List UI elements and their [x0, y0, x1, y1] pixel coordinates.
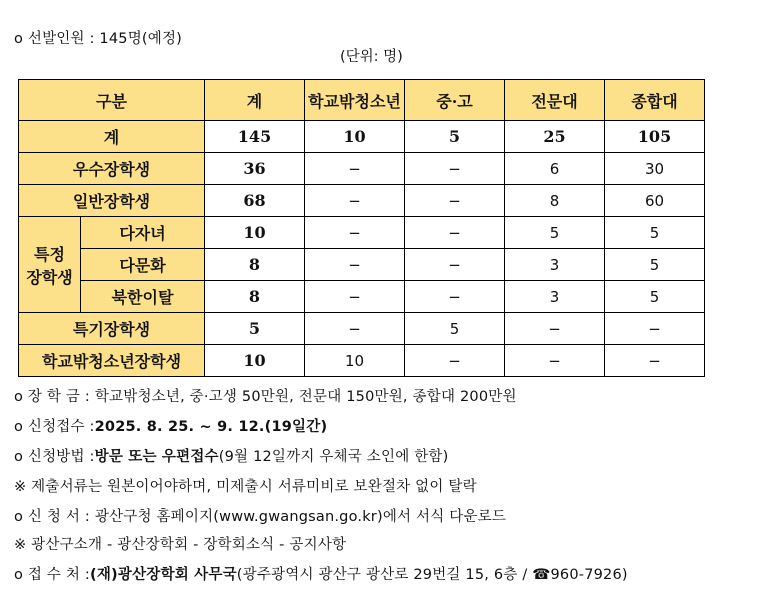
period-label: o 신청접수 :: [14, 419, 95, 435]
row-label: 다자녀: [81, 217, 205, 249]
table-row: [19, 281, 705, 313]
cell-total: 10: [205, 217, 305, 249]
cell-college: 25: [505, 121, 605, 153]
table-row: [19, 345, 705, 377]
cell-university: 105: [605, 121, 705, 153]
cell-out-of-school: −: [305, 185, 405, 217]
cell-out-of-school: 10: [305, 121, 405, 153]
unit-note: (단위: 명): [340, 49, 403, 65]
table-row: [19, 153, 705, 185]
cell-total: 8: [205, 249, 305, 281]
form-line: o 신 청 서 : 광산구청 홈페이지(www.gwangsan.go.kr)에서 서식 다운로드: [14, 509, 507, 525]
cell-university: 30: [605, 153, 705, 185]
cell-university: −: [605, 345, 705, 377]
cell-total: 68: [205, 185, 305, 217]
cell-total: 10: [205, 345, 305, 377]
cell-total: 145: [205, 121, 305, 153]
table-row: [19, 121, 705, 153]
office-name: (재)광산장학회 사무국: [90, 567, 237, 583]
cell-university: 5: [605, 281, 705, 313]
group-label-special: [19, 217, 81, 313]
cell-university: 5: [605, 217, 705, 249]
cell-middle-high: −: [405, 249, 505, 281]
cell-middle-high: −: [405, 345, 505, 377]
cell-out-of-school: −: [305, 217, 405, 249]
row-label: 일반장학생: [19, 185, 205, 217]
table-row: [19, 249, 705, 281]
cell-total: 36: [205, 153, 305, 185]
cell-college: 3: [505, 281, 605, 313]
cell-university: 60: [605, 185, 705, 217]
row-label: 북한이탈: [81, 281, 205, 313]
method-note: (9월 12일까지 우체국 소인에 한함): [218, 449, 449, 465]
navigation-note: ※ 광산구소개 - 광산장학회 - 장학회소식 - 공지사항: [14, 537, 347, 553]
cell-out-of-school: −: [305, 249, 405, 281]
header-university: 종합대: [605, 80, 705, 121]
cell-total: 8: [205, 281, 305, 313]
method-line: [14, 445, 448, 466]
documents-note: ※ 제출서류는 원본이어야하며, 미제출시 서류미비로 보완절차 없이 탈락: [14, 479, 477, 495]
cell-total: 5: [205, 313, 305, 345]
cell-middle-high: 5: [405, 313, 505, 345]
cell-college: 8: [505, 185, 605, 217]
cell-out-of-school: −: [305, 281, 405, 313]
group-label-line1: 특정: [34, 244, 65, 264]
cell-middle-high: −: [405, 153, 505, 185]
row-label: 학교밖청소년장학생: [19, 345, 205, 377]
cell-out-of-school: 10: [305, 345, 405, 377]
scholarship-table: [18, 79, 705, 377]
bullet: o: [14, 31, 24, 47]
row-label: 우수장학생: [19, 153, 205, 185]
table-row: [19, 217, 705, 249]
method-value: 방문 또는 우편접수: [94, 449, 219, 465]
header-total: 계: [205, 80, 305, 121]
table-header-row: [19, 80, 705, 121]
cell-middle-high: −: [405, 217, 505, 249]
cell-university: 5: [605, 249, 705, 281]
row-label: 계: [19, 121, 205, 153]
recruit-count-text: 선발인원 : 145명(예정): [27, 31, 183, 47]
table-row: [19, 313, 705, 345]
office-address: (광주광역시 광산구 광산로 29번길 15, 6층 / ☎960-7926): [236, 567, 628, 583]
method-label: o 신청방법 :: [14, 449, 95, 465]
office-label: o 접 수 처 :: [14, 567, 91, 583]
group-label-line2: 장학생: [26, 267, 73, 287]
cell-middle-high: −: [405, 185, 505, 217]
table-row: [19, 185, 705, 217]
header-middle-high: 중·고: [405, 80, 505, 121]
cell-out-of-school: −: [305, 313, 405, 345]
cell-middle-high: −: [405, 281, 505, 313]
cell-middle-high: 5: [405, 121, 505, 153]
cell-college: −: [505, 313, 605, 345]
cell-college: 3: [505, 249, 605, 281]
cell-university: −: [605, 313, 705, 345]
header-category: 구분: [19, 80, 205, 121]
header-out-of-school: 학교밖청소년: [305, 80, 405, 121]
row-label: 특기장학생: [19, 313, 205, 345]
cell-out-of-school: −: [305, 153, 405, 185]
header-college: 전문대: [505, 80, 605, 121]
period-value: 2025. 8. 25. ~ 9. 12.(19일간): [94, 419, 328, 435]
recruit-count-line: [14, 27, 182, 48]
cell-college: 5: [505, 217, 605, 249]
row-label: 다문화: [81, 249, 205, 281]
period-line: [14, 415, 327, 436]
office-line: [14, 563, 628, 584]
amount-line: o 장 학 금 : 학교밖청소년, 중·고생 50만원, 전문대 150만원, 종합대 200만원: [14, 389, 517, 405]
cell-college: −: [505, 345, 605, 377]
cell-college: 6: [505, 153, 605, 185]
